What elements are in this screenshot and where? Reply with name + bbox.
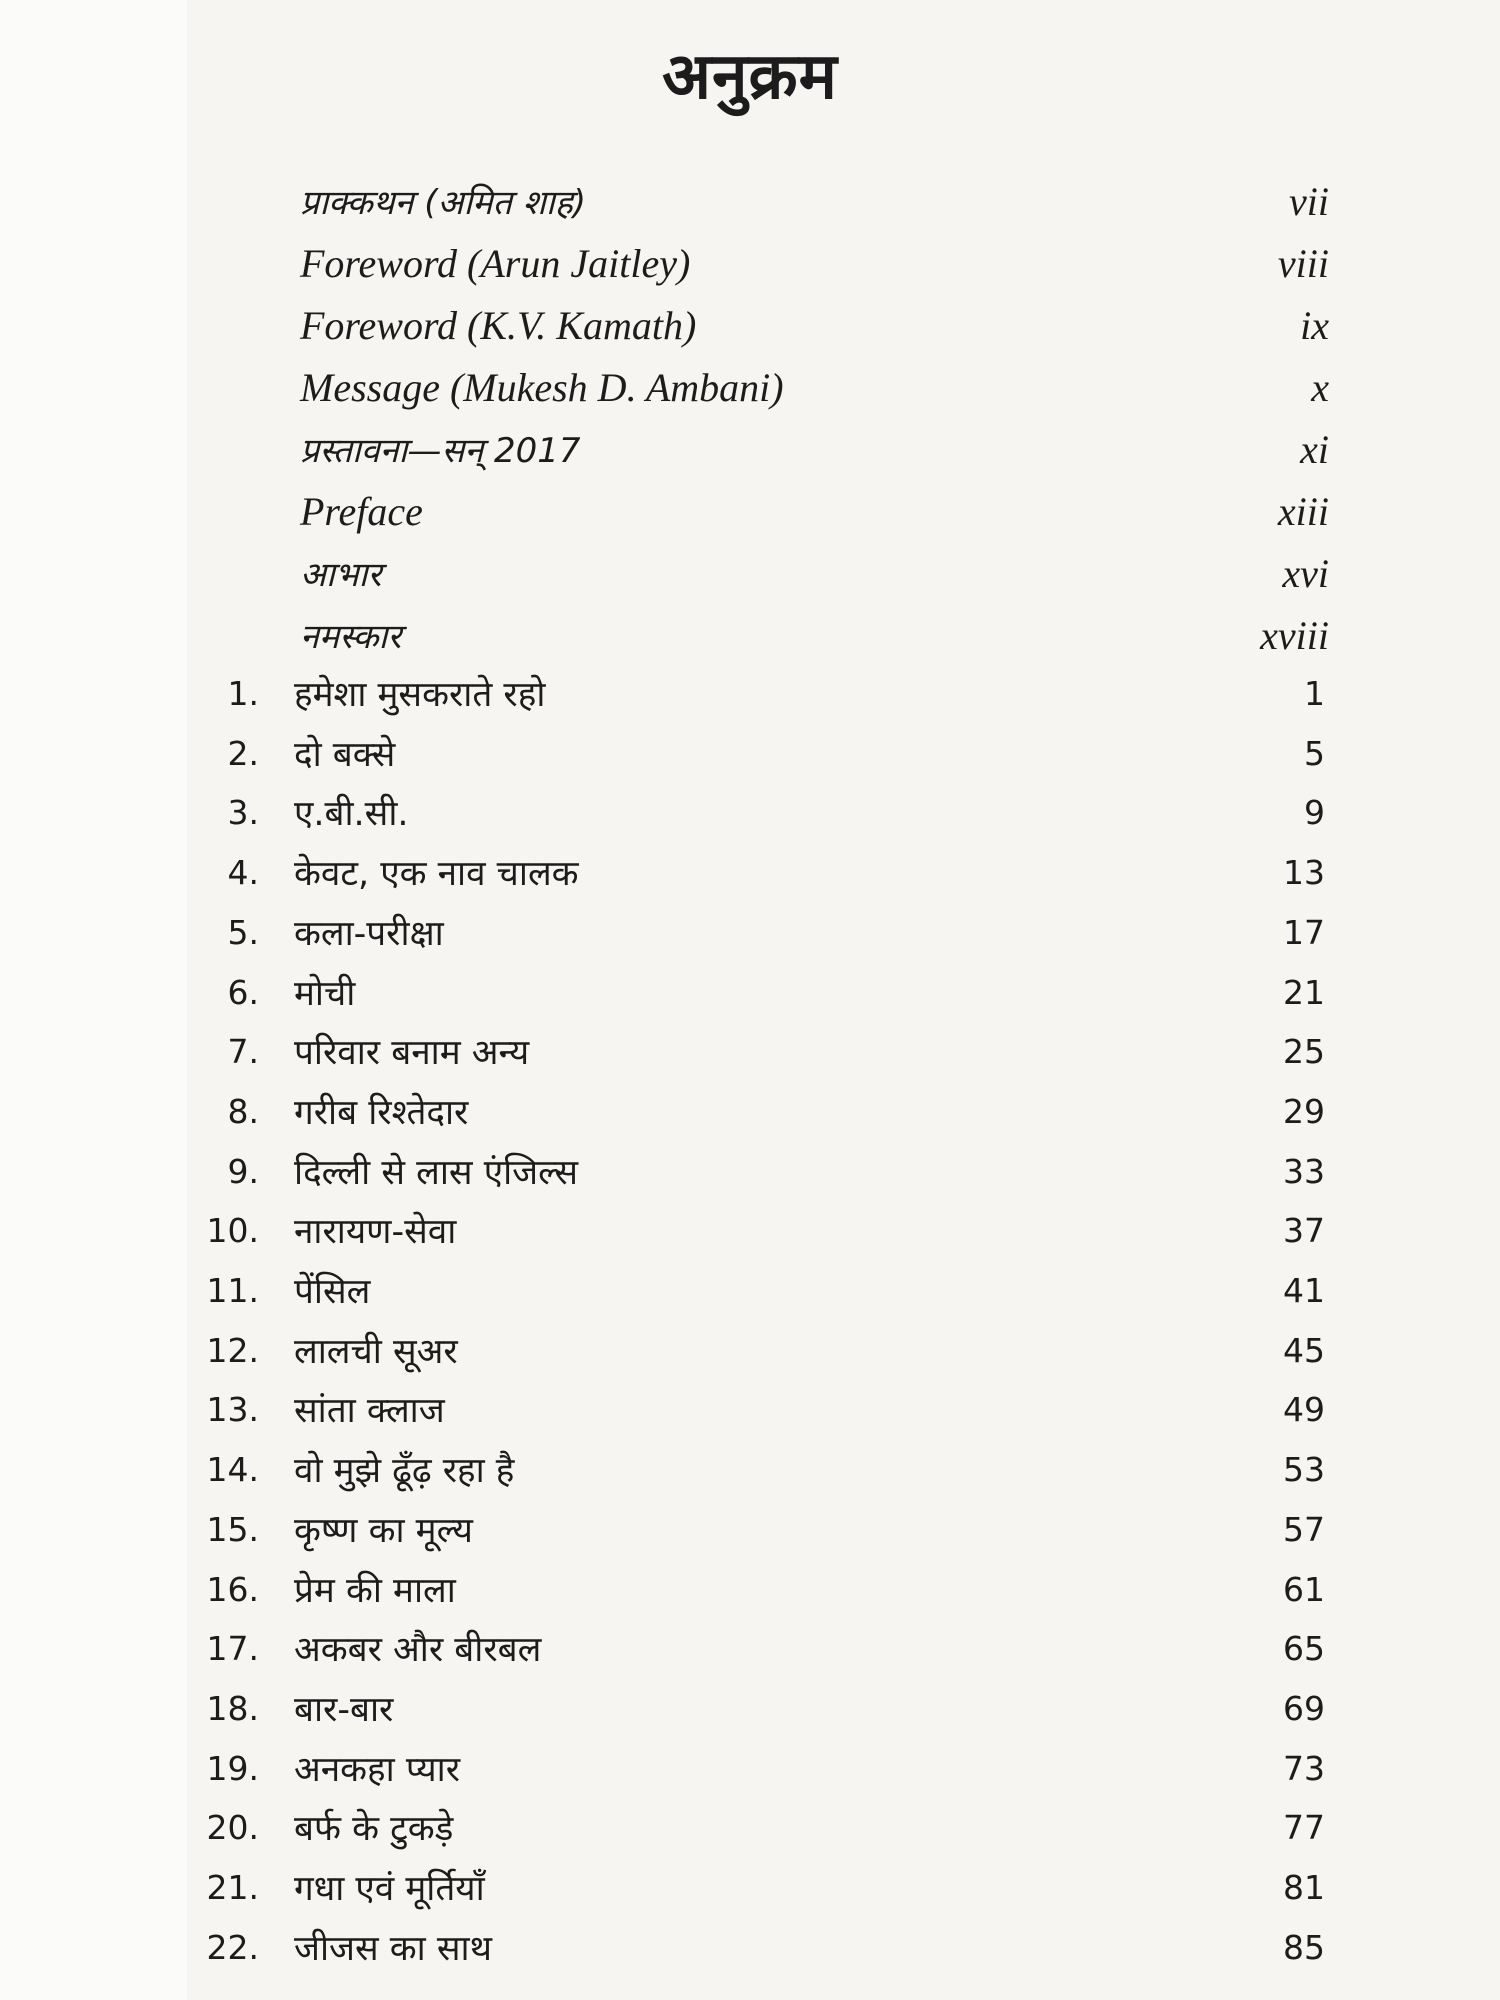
chapter-page: 45	[1283, 1330, 1325, 1370]
chapter-page: 77	[1283, 1808, 1325, 1848]
entry-page: viii	[1277, 241, 1329, 286]
entry-title: Message (Mukesh D. Ambani)	[300, 365, 784, 410]
entry-page: xviii	[1260, 613, 1329, 658]
chapter-title: गधा एवं मूर्तियाँ	[294, 1869, 485, 1909]
toc-chapter-entry	[0, 670, 1500, 730]
entry-page: xiii	[1277, 489, 1329, 534]
toc-chapter-entry	[0, 1745, 1500, 1805]
toc-chapter-entry	[0, 1148, 1500, 1208]
chapter-title: अकबर और बीरबल	[294, 1630, 542, 1671]
chapter-page: 85	[1283, 1927, 1325, 1967]
toc-front-entry	[0, 240, 1500, 300]
chapter-number: 4.	[227, 853, 259, 893]
toc-chapter-entry	[0, 1566, 1500, 1626]
chapter-title: परिवार बनाम अन्य	[294, 1033, 530, 1074]
chapter-number: 20.	[206, 1808, 259, 1848]
chapter-number: 3.	[227, 793, 259, 833]
page-title: अनुक्रम	[662, 40, 838, 114]
toc-chapter-entry	[0, 969, 1500, 1029]
chapter-title: नारायण-सेवा	[294, 1212, 457, 1253]
chapter-page: 65	[1283, 1629, 1325, 1669]
chapter-title: सांता क्लाज	[294, 1391, 445, 1432]
chapter-page: 17	[1283, 912, 1325, 952]
entry-title: प्रस्तावना—सन् 2017	[300, 431, 581, 471]
chapter-title: बर्फ के टुकड़े	[294, 1809, 454, 1850]
toc-chapter-entry	[0, 909, 1500, 969]
chapter-number: 21.	[206, 1868, 259, 1907]
chapter-title: लालची सूअर	[294, 1331, 458, 1372]
chapter-page: 61	[1283, 1569, 1325, 1609]
entry-title: Foreword (K.V. Kamath)	[300, 303, 697, 348]
toc-chapter-entry	[0, 1625, 1500, 1685]
chapter-page: 57	[1283, 1509, 1325, 1549]
toc-chapter-entry	[0, 789, 1500, 849]
chapter-number: 5.	[227, 912, 259, 952]
chapter-number: 12.	[206, 1330, 259, 1370]
chapter-title: जीजस का साथ	[294, 1928, 492, 1969]
entry-page: xvi	[1282, 551, 1329, 596]
chapter-number: 8.	[227, 1091, 259, 1131]
chapter-title: कृष्ण का मूल्य	[294, 1510, 473, 1551]
toc-chapter-entry	[0, 1327, 1500, 1387]
chapter-title: केवट, एक नाव चालक	[294, 854, 579, 895]
toc-chapter-entry	[0, 1506, 1500, 1566]
chapter-number: 7.	[227, 1032, 259, 1072]
chapter-number: 16.	[206, 1569, 259, 1609]
chapter-page: 73	[1283, 1748, 1325, 1788]
chapter-page: 37	[1283, 1211, 1325, 1251]
chapter-page: 81	[1283, 1868, 1325, 1907]
chapter-title: कला-परीक्षा	[294, 913, 444, 954]
entry-title: आभार	[300, 555, 382, 595]
chapter-page: 33	[1283, 1151, 1325, 1191]
toc-chapter-entry	[0, 849, 1500, 909]
chapter-number: 19.	[206, 1748, 259, 1788]
toc-chapter-entry	[0, 1804, 1500, 1864]
chapter-number: 18.	[206, 1688, 259, 1728]
chapter-title: ए.बी.सी.	[294, 794, 409, 835]
chapter-title: मोची	[294, 973, 356, 1014]
toc-front-entry	[0, 550, 1500, 610]
toc-front-entry	[0, 364, 1500, 424]
chapter-page: 13	[1283, 853, 1325, 893]
toc-chapter-entry	[0, 1924, 1500, 1984]
chapter-number: 17.	[206, 1629, 259, 1669]
chapter-page: 41	[1283, 1271, 1325, 1310]
chapter-number: 13.	[206, 1390, 259, 1430]
chapter-number: 2.	[227, 733, 259, 773]
entry-title: नमस्कार	[300, 617, 402, 657]
chapter-title: वो मुझे ढूँढ़ रहा है	[294, 1451, 515, 1492]
toc-chapter-entry	[0, 1207, 1500, 1267]
chapter-number: 9.	[227, 1151, 259, 1191]
chapter-number: 10.	[206, 1211, 259, 1251]
chapter-title: प्रेम की माला	[294, 1570, 456, 1611]
toc-front-entry	[0, 488, 1500, 548]
entry-title: प्राक्कथन (अमित शाह)	[300, 183, 587, 223]
chapter-title: दो बक्से	[294, 734, 396, 775]
chapter-title: पेंसिल	[294, 1272, 371, 1312]
chapter-page: 21	[1283, 972, 1325, 1012]
chapter-number: 14.	[206, 1450, 259, 1490]
toc-chapter-entry	[0, 1267, 1500, 1327]
chapter-page: 69	[1283, 1688, 1325, 1728]
chapter-page: 53	[1283, 1450, 1325, 1490]
chapter-page: 25	[1283, 1032, 1325, 1072]
chapter-number: 1.	[227, 674, 259, 713]
toc-front-entry	[0, 302, 1500, 362]
chapter-title: हमेशा मुसकराते रहो	[294, 675, 546, 715]
chapter-page: 49	[1283, 1390, 1325, 1430]
chapter-page: 1	[1304, 674, 1325, 713]
entry-page: x	[1311, 365, 1329, 410]
chapter-page: 9	[1304, 793, 1325, 833]
toc-front-entry	[0, 178, 1500, 238]
chapter-page: 29	[1283, 1091, 1325, 1131]
entry-page: vii	[1289, 179, 1329, 224]
toc-chapter-entry	[0, 1685, 1500, 1745]
chapter-page: 5	[1304, 733, 1325, 773]
chapter-number: 6.	[227, 972, 259, 1012]
toc-front-entry	[0, 612, 1500, 672]
entry-page: xi	[1300, 427, 1329, 472]
chapter-title: गरीब रिश्तेदार	[294, 1092, 469, 1133]
chapter-title: दिल्ली से लास एंजिल्स	[294, 1152, 578, 1193]
chapter-number: 15.	[206, 1509, 259, 1549]
entry-title: Preface	[300, 489, 423, 534]
toc-chapter-entry	[0, 1386, 1500, 1446]
toc-front-entry	[0, 426, 1500, 486]
toc-chapter-entry	[0, 1088, 1500, 1148]
entry-title: Foreword (Arun Jaitley)	[300, 241, 691, 286]
chapter-number: 22.	[206, 1927, 259, 1967]
entry-page: ix	[1300, 303, 1329, 348]
chapter-title: बार-बार	[294, 1689, 394, 1730]
chapter-number: 11.	[206, 1271, 259, 1310]
toc-chapter-entry	[0, 730, 1500, 790]
toc-chapter-entry	[0, 1864, 1500, 1924]
chapter-title: अनकहा प्यार	[294, 1749, 461, 1790]
toc-chapter-entry	[0, 1446, 1500, 1506]
toc-chapter-entry	[0, 1028, 1500, 1088]
